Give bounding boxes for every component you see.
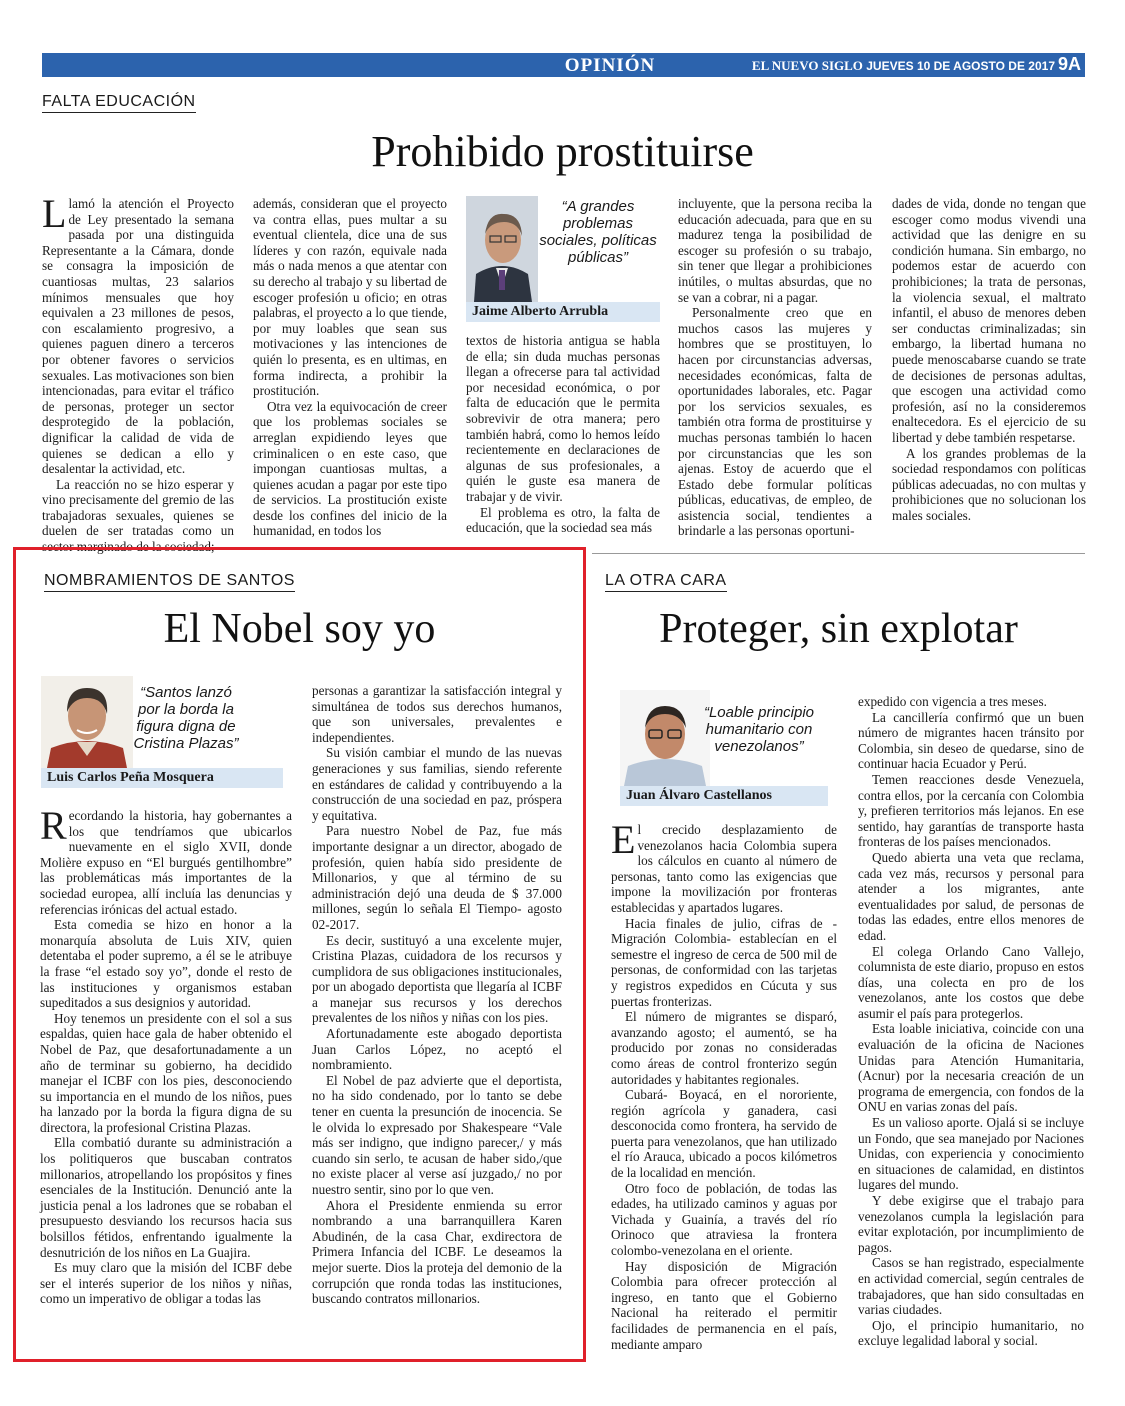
author-photo-pena	[41, 676, 133, 768]
paragraph: textos de historia antigua se habla de ella; sin duda muchas personas llegan a ofrecerse para tal actividad por necesidad económica, o por falta de educación que le permita sobrevivir de otra manera; pero también habrá, como lo hemos leído recientemente en declaraciones de algunas de sus profesionales, a quién le guste esa manera de trabajar y de vivir.	[466, 333, 660, 504]
paragraph: lamó la atención el Proyecto de Ley presentado la semana pasada por una distinguida Representante a la Cámara, donde se consagra la imposición de cuantiosas multas, 23 salarios mínimos mensuales que hoy equivalen a 23 millones de pesos, con escalamiento progresivo, a quienes paguen dinero a terceros por obtener favores o servicios sexuales. Las motivaciones son bien intencionadas, para evitar el tráfico de personas, proteger un sector desprotegido de la población, dignificar la calidad de vida de quienes se dedican a ello y desalentar la actividad, etc.	[42, 196, 234, 477]
paper-info	[752, 58, 1055, 74]
paragraph: Afortunadamente este abogado deportista Juan Carlos López, no aceptó el nombramiento.	[312, 1026, 562, 1073]
paragraph: Hacia finales de julio, cifras de -Migración Colombia- establecían en el semestre el ingreso de cerca de 500 mil de personas, de conformidad con las tarjetas y registros expedidos en Cúcuta y sus puertas fronterizas.	[611, 915, 837, 1009]
paragraph: personas a garantizar la satisfacción integral y simultánea de todos sus derechos humanos, que son universales, prevalentes e independientes.	[312, 683, 562, 745]
article2-headline: El Nobel soy yo	[163, 606, 436, 652]
article3-column-2	[858, 694, 1084, 1349]
paragraph: Hoy tenemos un presidente con el sol a sus espaldas, quien hace gala de haber obtenido el Nobel de Paz, que desafortunadamente a un año de terminar su gobierno, ha decidido manejar el ICBF con los pies, desconociendo su importancia en el mundo de los niños, pues ha lanzado por la borda la figura digna de su directora, la profesional Cristina Plazas.	[40, 1010, 292, 1135]
paragraph: además, consideran que el proyecto va contra ellas, pues multar a su eventual clientela, dice una de sus líderes y con razón, equivale nada más o nada menos a que atentar con su derecho al trabajo y su libertad de escoger profesión u oficio; en otras palabras, el proyecto a lo que tiende, por muy loables que sean sus motivaciones y las intenciones de quién lo presenta, es en ultimas, en forma indirecta, a prohibir la prostitución.	[253, 196, 447, 399]
paragraph: La reacción no se hizo esperar y vino precisamente del gremio de las trabajadoras sexuales, quienes se duelen de ser tratadas como un sector marginado de la sociedad;	[42, 476, 234, 555]
paragraph: Hay disposición de Migración Colombia para ofrecer protección al ingreso, en tanto que el Gobierno Nacional ha reiterado el permitir facilidades de permanencia en el país, mediante amparo	[611, 1258, 837, 1352]
paragraph: Es muy claro que la misión del ICBF debe ser el interés superior de los niños y niñas, como un imperativo de obligar a todas las	[40, 1260, 292, 1307]
article3-column-1	[611, 817, 837, 1352]
article2-dropcap: R	[40, 803, 67, 848]
paragraph: Ahora el Presidente enmienda su error nombrando a una barranquillera Karen Abudinén, de la casa Char, exdirectora de Primera Infancia del ICBF. Le deseamos la mejor suerte. Dios la proteja del demonio de la corrupción que ronda todas las instituciones, buscando contratos millonarios.	[312, 1197, 562, 1307]
author-photo-arrubla	[466, 196, 538, 302]
paragraph: Es un valioso aporte. Ojalá si se incluye un Fondo, que sea manejado por Naciones Unidas, con experiencia y conocimiento en situaciones de calamidad, en distintos lugares del mundo.	[858, 1115, 1084, 1193]
article2-kicker: NOMBRAMIENTOS DE SANTOS	[44, 572, 295, 592]
article1-column-3	[466, 333, 660, 536]
article3-pull-quote: “Loable principio humanitario con venezolanos”	[703, 704, 815, 755]
paragraph: Quedo abierta una veta que reclama, cada vez más, recursos y personal para atender a los migrantes, ante eventualidades por salud, de personas de todas las edades, entre ellos menores de edad.	[858, 849, 1084, 943]
paragraph: Esta loable iniciativa, coincide con una evaluación de la oficina de Naciones Unidas para Atención Humanitaria, (Acnur) por la necesaria creación de un programa de emergencia, con fondos de la ONU en varias zonas del país.	[858, 1021, 1084, 1115]
article2-pull-quote: “Santos lanzó por la borda la figura digna de Cristina Plazas”	[133, 684, 239, 752]
article1-headline: Prohibido prostituirse	[371, 127, 754, 176]
paragraph: Casos se han registrado, especialmente en actividad comercial, según centrales de trabajadores, que han sido consultadas en varias ciudades.	[858, 1255, 1084, 1318]
paragraph: dades de vida, donde no tengan que escoger como modus vivendi una actividad que las denigre en su condición humana. Sin embargo, no podemos estar de acuerdo con prohibiciones; la trata de personas, la violencia sexual, el maltrato infantil, el abuso de menores deben ser conductas criminalizadas; sin embargo, la libertad humana no puede menoscabarse cuando se trate de decisiones de personas adultas, que escogen una actividad como profesión, así no la consideremos enaltecedora. Es el ejercicio de su libertad y debe también respetarse.	[892, 196, 1086, 445]
paragraph: Para nuestro Nobel de Paz, fue más importante designar a un director, abogado de profesión, quien había sido presidente de Millonarios, y que al término de su administración dejó una deuda de $ 37.000 millones, según lo señala El Tiempo- agosto 02-2017.	[312, 823, 562, 932]
article3-author: Juan Álvaro Castellanos	[620, 786, 828, 806]
article1-kicker: FALTA EDUCACIÓN	[42, 93, 196, 113]
paragraph: Ojo, el principio humanitario, no excluye legalidad laboral y social.	[858, 1317, 1084, 1349]
newspaper-brand: EL NUEVO SIGLO	[751, 58, 863, 73]
paragraph: Su visión cambiar el mundo de las nuevas generaciones y sus familias, siendo referente en estándares de calidad y contribuyendo a la construcción de una sociedad en paz, próspera y equitativa.	[312, 745, 562, 823]
paragraph: incluyente, que la persona reciba la educación adecuada, para que en su madurez tenga la posibilidad de escoger su profesión o su trabajo, sin tener que llegar a prohibiciones inútiles, o multas absurdas, que no se van a cobrar, ni a pagar.	[678, 196, 872, 305]
paragraph: El número de migrantes se disparó, avanzando agosto; el aumentó, se ha producido por zonas no consideradas como áreas de control fronterizo según autoridades y habitantes regionales.	[611, 1009, 837, 1087]
author-photo-castellanos	[620, 690, 710, 786]
article1-dropcap: L	[42, 191, 67, 236]
paragraph: La cancillería confirmó que un buen número de migrantes hacen tránsito por Colombia, sin deseo de quedarse, sino de continuar hacia Ecuador y Perú.	[858, 709, 1084, 772]
paragraph: Otra vez la equivocación de creer que los problemas sociales se arreglan expidiendo leyes que criminalicen o en este caso, que impongan cuantiosas multas, a quienes acudan a pagar por este tipo de servicios. La prostitución existe desde los confines del inicio de la humanidad, en todos los	[253, 398, 447, 539]
paragraph: Personalmente creo que en muchos casos las mujeres y hombres que se prostituyen, lo hacen por circunstancias adversas, necesidades económicas, falta de oportunidades laborales, etc. Pagar por los servicios sexuales, es también otra forma de prostituirse y muchas personas también lo hacen por circunstancias que les son ajenas. Estoy de acuerdo que el Estado debe formular políticas públicas, educativas, de empleo, de asistencia social, tendientes a brindarle a las personas oportuni-	[678, 305, 872, 539]
paragraph: El colega Orlando Cano Vallejo, columnista de este diario, propuso en estos días, una colecta en pro de los venezolanos, ante los costos que debe asumir el país para protegerlos.	[858, 943, 1084, 1021]
paragraph: Ella combatió durante su administración a los politiqueros que buscaban contratos millonarios, atropellando los propósitos y fines esenciales de la Institución. Denunció ante la justicia penal a los ladrones que se robaban el presupuesto desviando los recursos hacia sus bolsillos fétidos, enfrentando igualmente la desnutrición de los niños en La Guajira.	[40, 1135, 292, 1260]
article1-column-2	[253, 196, 447, 539]
article2-column-1	[40, 803, 292, 1307]
section-name: OPINIÓN	[564, 55, 656, 76]
paragraph: ecordando la historia, hay gobernantes a los que tendríamos que ubicarlos nuevamente en el siglo XVII, donde Molière expuso en “El burgués gentilhombre” las problemáticas más importantes de la sociedad europea, allí incluía las denuncias y referencias irónicas del actual estado.	[40, 808, 292, 917]
paragraph: Y debe exigirse que el trabajo para venezolanos cumpla la legislación para evitar explotación, por incumplimiento de pagos.	[858, 1193, 1084, 1255]
paragraph: Cubará- Boyacá, en el nororiente, región agrícola y ganadera, casi desconocida como frontera, ha servido de puerta para venezolanos, que han utilizado el río Arauca, ubicado a pocos kilómetros de la localidad en mención.	[611, 1087, 837, 1181]
paragraph: El Nobel de paz advierte que el deportista, no ha sido condenado, por lo tanto se debe tener en cuenta la presunción de inocencia. Se le olvida lo expresado por Shakespeare “Vale más ser indigno, que indigno parecer,/ y más cuando sin serlo, te acusan de haber sido,/que no existe placer al verse así juzgado,/ no por nuestro sentir, sino por lo que ven.	[312, 1072, 562, 1197]
article3-dropcap: E	[611, 817, 636, 862]
paragraph: Otro foco de población, de todas las edades, ha utilizado caminos y aguas por Vichada y Guainía, a través del río Orinoco que atraviesa la frontera colombo-venezolana en el oriente.	[611, 1180, 837, 1259]
paragraph: Es decir, sustituyó a una excelente mujer, Cristina Plazas, cuidadora de los recursos y cumplidora de sus obligaciones institucionales, por un abogado deportista que llegaría al ICBF a manejar sus recursos y los derechos prevalentes de los niños y niñas con los pies.	[312, 932, 562, 1026]
paragraph: expedido con vigencia a tres meses.	[858, 694, 1047, 709]
article3-kicker: LA OTRA CARA	[605, 572, 727, 592]
paragraph: Esta comedia se hizo en honor a la monarquía absoluta de Luis XIV, quien detentaba el poder supremo, a él se le atribuye la frase “el estado soy yo”, donde el resto de las instituciones y organismos estaban supeditados a sus designios y autoridad.	[40, 917, 292, 1011]
page-number: 9A	[1057, 54, 1081, 74]
article1-column-1	[42, 191, 234, 555]
issue-date: JUEVES 10 DE AGOSTO DE 2017	[866, 59, 1055, 73]
paragraph: El problema es otro, la falta de educación, que la sociedad sea más	[466, 504, 660, 536]
paragraph: l crecido desplazamiento de venezolanos hacia Colombia supera los cálculos en cuanto al número de personas, tanto como las exigencias que impone la movilización por fronteras establecidas y apartados lugares.	[611, 822, 837, 915]
article1-pull-quote: “A grandes problemas sociales, políticas públicas”	[539, 198, 657, 266]
article2-column-2	[312, 683, 562, 1307]
article1-column-4	[678, 196, 872, 539]
paragraph: Temen reacciones desde Venezuela, contra ellos, por la cercanía con Colombia y, prefieren territorios más lejanos. En ese sentido, hay garantías de transporte hasta fronteras de los países mencionados.	[858, 771, 1084, 850]
article1-author: Jaime Alberto Arrubla	[466, 302, 660, 322]
article3-headline: Proteger, sin explotar	[659, 606, 1018, 652]
article2-author: Luis Carlos Peña Mosquera	[41, 768, 283, 788]
paragraph: A los grandes problemas de la sociedad respondamos con políticas públicas adecuadas, no con multas y prohibiciones que no solucionan los males sociales.	[892, 445, 1086, 523]
section-divider	[592, 553, 1085, 554]
article1-column-5	[892, 196, 1086, 523]
